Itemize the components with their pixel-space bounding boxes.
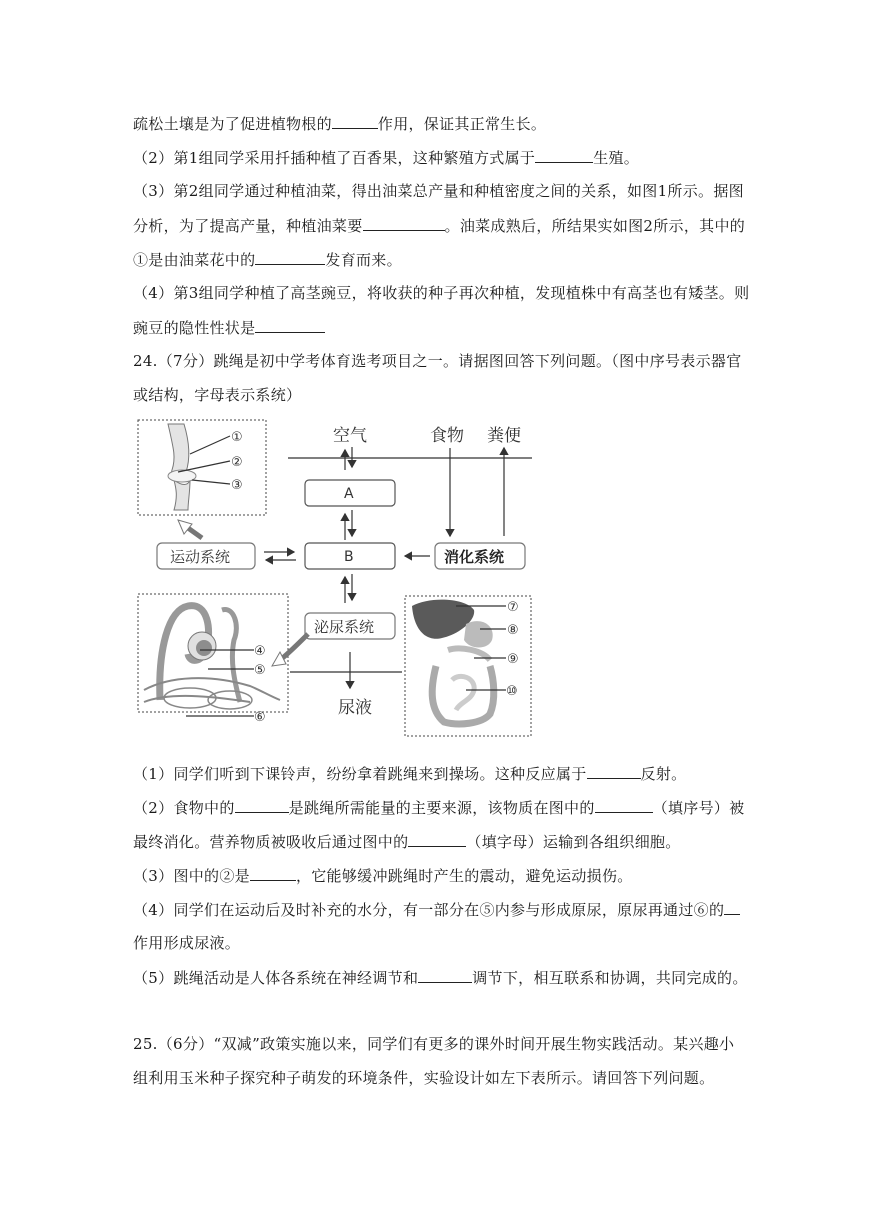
box-b-label: B (344, 549, 354, 565)
answer-blank[interactable] (418, 967, 472, 983)
num-6: ⑥ (254, 710, 266, 725)
answer-blank[interactable] (332, 113, 378, 129)
answer-blank[interactable] (255, 317, 325, 333)
q24-part-3: （3）图中的②是 ，它能够缓冲跳绳时产生的震动，避免运动损伤。 (133, 867, 633, 885)
answer-blank[interactable] (235, 797, 289, 813)
q24-stem: 24.（7分）跳绳是初中学考体育选考项目之一。请据图回答下列问题。（图中序号表示器官 (133, 352, 742, 370)
q25-stem: 25.（6分）“双减”政策实施以来，同学们有更多的课外时间开展生物实践活动。某兴趣小 (133, 1035, 735, 1053)
num-7: ⑦ (507, 600, 519, 615)
q23-part-4-cont: 豌豆的隐性性状是 (133, 317, 325, 338)
q24-part-2: （2）食物中的 是跳绳所需能量的主要来源，该物质在图中的 （填序号）被 (133, 799, 745, 817)
q23-part-2: （2）第1组同学采用扦插种植了百香果，这种繁殖方式属于 生殖。 (133, 149, 640, 167)
answer-blank[interactable] (363, 215, 445, 231)
num-4: ④ (254, 644, 266, 659)
q24-part-2-cont: 最终消化。营养物质被吸收后通过图中的 （填字母）运输到各组织细胞。 (133, 833, 681, 851)
motor-system-label: 运动系统 (170, 548, 231, 566)
q23-line-1: 疏松土壤是为了促进植物根的 作用，保证其正常生长。 (133, 115, 547, 133)
q24-part-4-cont: 作用形成尿液。 (133, 934, 241, 952)
q25-stem-cont: 组利用玉米种子探究种子萌发的环境条件，实验设计如左下表所示。请回答下列问题。 (133, 1069, 715, 1087)
answer-blank[interactable] (587, 763, 641, 779)
q24-part-4: （4）同学们在运动后及时补充的水分，有一部分在⑤内参与形成原尿，原尿再通过⑥的 (133, 899, 740, 920)
answer-blank[interactable] (250, 865, 296, 881)
urinary-system-label: 泌尿系统 (314, 618, 375, 636)
num-2: ② (231, 455, 243, 470)
q23-part-4: （4）第3组同学种植了高茎豌豆，将收获的种子再次种植，发现植株中有高茎也有矮茎。则 (133, 284, 750, 302)
box-a-label: A (344, 486, 354, 502)
answer-blank[interactable] (724, 899, 740, 915)
num-3: ③ (231, 478, 243, 493)
digestive-system-label: 消化系统 (444, 548, 505, 566)
num-1: ① (231, 430, 243, 445)
num-9: ⑨ (507, 652, 519, 667)
q24-part-5: （5）跳绳活动是人体各系统在神经调节和 调节下，相互联系和协调，共同完成的。 (133, 969, 748, 987)
answer-blank[interactable] (255, 249, 325, 265)
label-food: 食物 (430, 426, 464, 446)
label-air: 空气 (333, 426, 367, 446)
num-8: ⑧ (507, 623, 519, 638)
q24-stem-cont: 或结构，字母表示系统） (133, 386, 302, 404)
body-systems-diagram (130, 410, 550, 745)
num-10: ⑩ (506, 684, 518, 699)
q23-part-3-cont2: ①是由油菜花中的 发育而来。 (133, 251, 402, 269)
answer-blank[interactable] (595, 797, 653, 813)
q23-part-3-cont: 分析，为了提高产量，种植油菜要 。油菜成熟后，所结果实如图2所示，其中的 (133, 217, 746, 235)
label-feces: 粪便 (487, 426, 521, 446)
num-5: ⑤ (254, 663, 266, 678)
q23-part-3: （3）第2组同学通过种植油菜，得出油菜总产量和种植密度之间的关系，如图1所示。据图 (133, 182, 744, 200)
q24-part-1: （1）同学们听到下课铃声，纷纷拿着跳绳来到操场。这种反应属于 反射。 (133, 765, 687, 783)
answer-blank[interactable] (408, 831, 466, 847)
answer-blank[interactable] (535, 147, 593, 163)
label-urine: 尿液 (338, 698, 372, 718)
